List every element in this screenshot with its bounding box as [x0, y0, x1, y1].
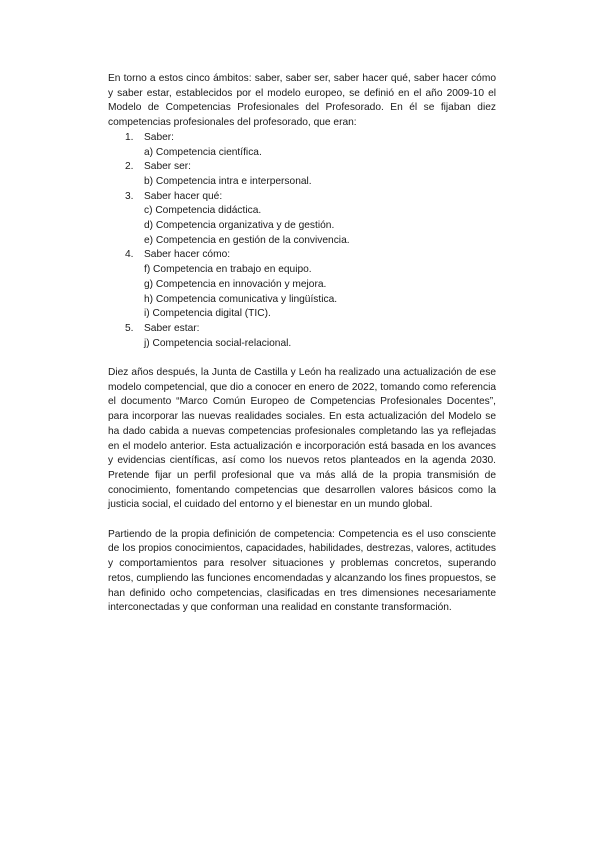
area-item — [108, 160, 496, 189]
area-number: 3. — [125, 190, 134, 202]
area-title: Saber hacer cómo: — [144, 249, 231, 261]
area-number: 2. — [125, 161, 134, 173]
competence-item: e) Competencia en gestión de la convivencia. — [144, 234, 350, 246]
competence-list — [144, 204, 496, 248]
intro-paragraph: En torno a estos cinco ámbitos: saber, saber ser, saber hacer qué, saber hacer cómo y saber estar, establecidos por el modelo europeo, se definió en el año 2009-10 el Modelo de Competencias Profesionales del Profesorado. En él se fijaban diez competencias profesionales del profesorado, que eran: — [108, 73, 496, 129]
competence-item: f) Competencia en trabajo en equipo. — [144, 264, 312, 276]
definition-paragraph: Partiendo de la propia definición de competencia: Competencia es el uso consciente de los propios conocimientos, capacidades, habilidades, destrezas, valores, actitudes y comportamientos para resolver situaciones y problemas concretos, superando retos, cumpliendo las funciones encomendadas y alcanzando los fines propuestos, se han definido ocho competencias, clasificadas en tres dimensiones necesariamente interconectadas y que conforman una realidad en constante transformación. — [108, 528, 496, 614]
competence-item: a) Competencia científica. — [144, 146, 262, 158]
competence-list — [144, 337, 496, 352]
area-item — [108, 190, 496, 249]
area-number: 4. — [125, 249, 134, 261]
area-item — [108, 131, 496, 160]
competence-list — [144, 146, 496, 161]
area-item — [108, 248, 496, 322]
area-number: 5. — [125, 322, 134, 334]
competence-item: j) Competencia social-relacional. — [144, 337, 292, 349]
competence-item: h) Competencia comunicativa y lingüística. — [144, 293, 338, 305]
competence-item: i) Competencia digital (TIC). — [144, 308, 271, 320]
competence-list — [144, 263, 496, 322]
update-paragraph: Diez años después, la Junta de Castilla y León ha realizado una actualización de ese modelo competencial, que dio a conocer en enero de 2022, tomando como referencia el documento “Marco Común Europeo de Competencias Profesionales Docentes”, para incorporar las nuevas realidades sociales. En esta actualización del Modelo se ha dado cabida a nuevas competencias profesionales completando las ya reflejadas en el modelo anterior. Esta actualización e incorporación está basada en los avances y evidencias científicas, así como los nuevos retos planteados en la agenda 2030. Pretende fijar un perfil profesional que va más allá de la propia transmisión de conocimiento, fomentando competencias que desarrollen valores básicos como la justicia social, el cuidado del entorno y el bienestar en un mundo global. — [108, 367, 496, 511]
area-title: Saber: — [144, 131, 175, 143]
area-title: Saber ser: — [144, 161, 191, 173]
area-title: Saber estar: — [144, 322, 200, 334]
competence-item: c) Competencia didáctica. — [144, 205, 262, 217]
area-item — [108, 322, 496, 351]
competence-item: b) Competencia intra e interpersonal. — [144, 175, 312, 187]
area-title: Saber hacer qué: — [144, 190, 223, 202]
area-number: 1. — [125, 131, 134, 143]
competence-item: g) Competencia en innovación y mejora. — [144, 278, 327, 290]
document-page — [108, 72, 496, 616]
competence-list — [144, 175, 496, 190]
competence-areas-list — [108, 131, 496, 352]
competence-item: d) Competencia organizativa y de gestión. — [144, 220, 335, 232]
